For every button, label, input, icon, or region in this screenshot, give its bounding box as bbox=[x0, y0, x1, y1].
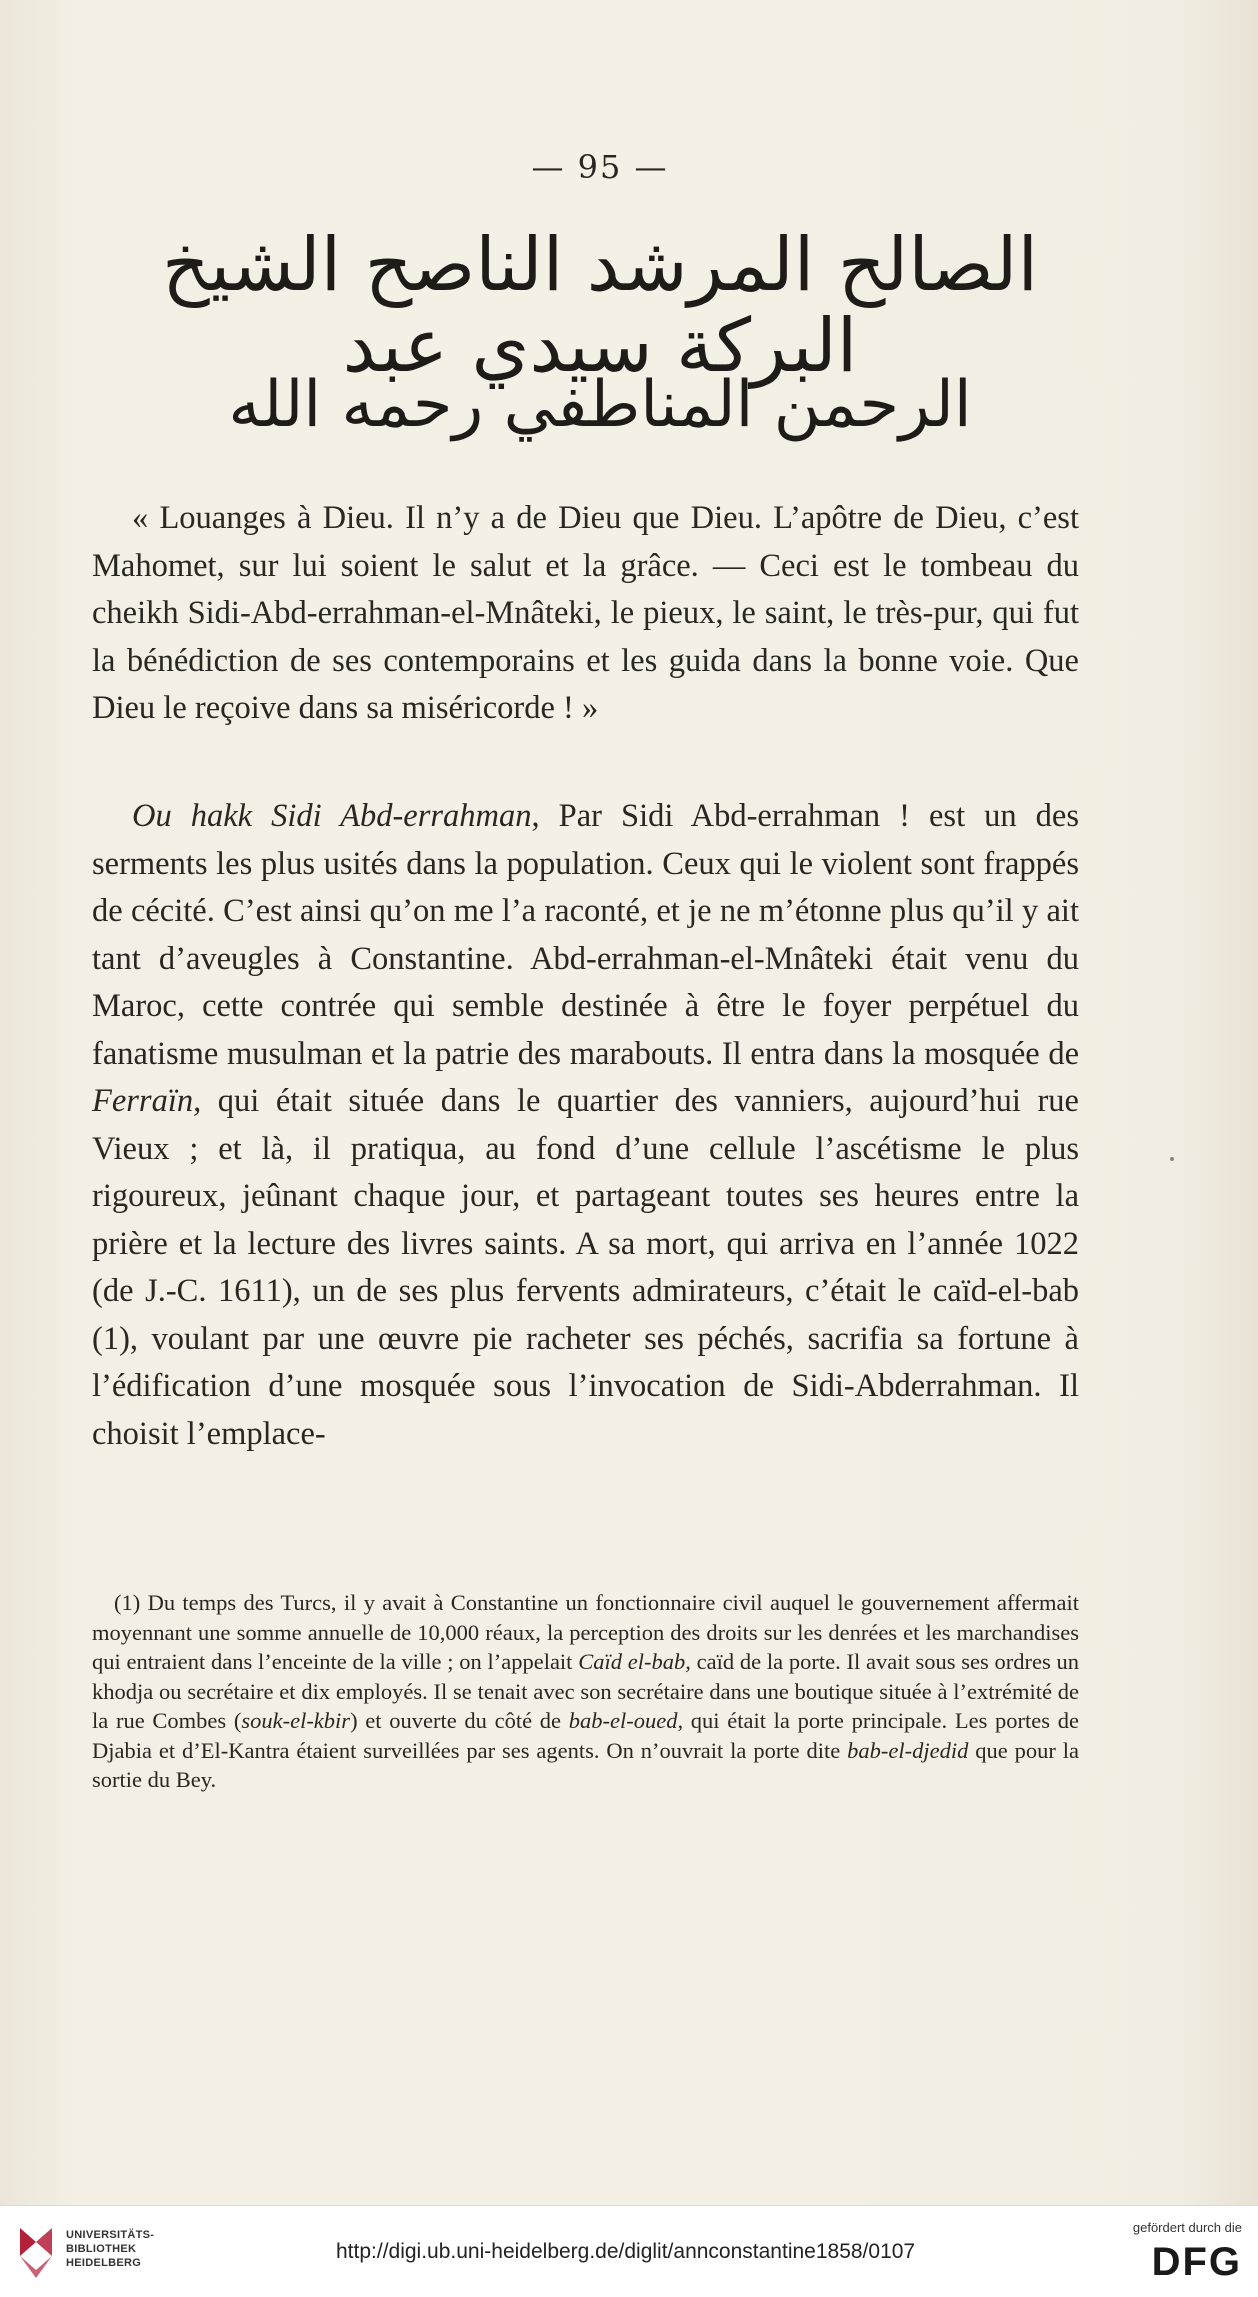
dfg-logo: DFG bbox=[1151, 2240, 1242, 2284]
funded-by-label: gefördert durch die bbox=[1132, 2220, 1242, 2235]
oath-phrase: Ou hakk Sidi Abd-errahman bbox=[132, 798, 532, 834]
main-paragraph-text-b: qui était située dans le quartier des vanniers, aujourd’hui rue Vieux ; et là, il pratiqua, au fond d’une cellule l’ascétisme le plus rigoureux, jeûnant chaque jour, et partageant toutes ses heures entre la prière et la lecture des livres saints. A sa mort, qui arriva en l’année 1022 (de J.-C. 1611), un de ses plus fervents admirateurs, c’était le caïd-el-bab (1), voulant par une œuvre pie racheter ses péchés, sacrifia sa fortune à l’édification d’une mosquée sous l’invocation de Sidi-Abderrahman. Il choisit l’emplace- bbox=[92, 1083, 1079, 1452]
footnote-term-souk-el-kbir: souk-el-kbir bbox=[241, 1708, 351, 1733]
footnote-term-bab-el-oued: bab-el-oued, bbox=[568, 1708, 684, 1733]
footnote-term-caid-el-bab: Caïd el-bab, bbox=[578, 1649, 691, 1674]
library-name bbox=[66, 2228, 154, 2270]
permalink-url[interactable]: http://digi.ub.uni-heidelberg.de/diglit/annconstantine1858/0107 bbox=[336, 2240, 916, 2263]
paper-speck bbox=[1170, 1157, 1174, 1161]
library-name-line-1: UNIVERSITÄTS- bbox=[66, 2229, 155, 2241]
footnote-text-c: ) et ouverte du côté de bbox=[350, 1708, 569, 1733]
main-paragraph-text-a: , Par Sidi Abd-errahman ! est un des serments les plus usités dans la population. Ceux qui le violent sont frappés de cécité. C’est ainsi qu’on me l’a raconté, et je ne m’étonne plus qu’il y ait tant d’aveugles à Constantine. Abd-errahman-el-Mnâteki était venu du Maroc, cette contrée qui semble destinée à être le foyer perpétuel du fanatisme musulman et la patrie des marabouts. Il entra dans la mosquée de bbox=[92, 798, 1079, 1072]
epitaph-translation-paragraph: « Louanges à Dieu. Il n’y a de Dieu que Dieu. L’apôtre de Dieu, c’est Mahomet, sur lui soient le salut et la grâce. — Ceci est le tombeau du cheikh Sidi-Abd-errahman-el-Mnâteki, le pieux, le saint, le très-pur, qui fut la bénédiction de ses contemporains et les guida dans la bonne voie. Que Dieu le reçoive dans sa miséricorde ! » bbox=[92, 500, 1079, 726]
library-name-line-2: BIBLIOTHEK bbox=[66, 2243, 137, 2255]
footnote-text-a: (1) Du temps des Turcs, il y avait à Constantine un fonctionnaire civil auquel le gouvernement affermait moyennant une somme annuelle de 10,000 réaux, la perception des droits sur les denrées et les marchandises qui entraient dans l’enceinte de la ville ; on l’appelait bbox=[92, 1590, 1079, 1674]
footnote-text-e: que pour la sortie du Bey. bbox=[92, 1737, 1080, 1792]
footnote-text-d: qui était la porte principale. Les portes de Djabia et d’El-Kantra étaient surveillées par ses agents. On n’ouvrait la porte dite bbox=[92, 1708, 1079, 1763]
footnote-text-b: caïd de la porte. Il avait sous ses ordres un khodja ou secrétaire et dix employés. Il se tenait avec son secrétaire dans une boutique située à l’extrémité de la rue Combes ( bbox=[92, 1649, 1079, 1733]
main-paragraph bbox=[92, 793, 1079, 1458]
arabic-epitaph-line-1: الصالح المرشد الناصح الشيخ البركة سيدي عبد bbox=[161, 222, 1039, 390]
university-library-logo-icon bbox=[14, 2224, 58, 2280]
digitization-footer bbox=[0, 2205, 1258, 2297]
library-name-line-3: HEIDELBERG bbox=[66, 2257, 142, 2269]
footnote bbox=[92, 1588, 1079, 1795]
footnote-term-bab-el-djedid: bab-el-djedid bbox=[847, 1737, 969, 1763]
arabic-epitaph-line-2: الرحمن المناطفي رحمه الله bbox=[228, 368, 972, 442]
page-number: — 95 — bbox=[531, 148, 669, 186]
mosque-name: Ferraïn, bbox=[92, 1083, 202, 1119]
